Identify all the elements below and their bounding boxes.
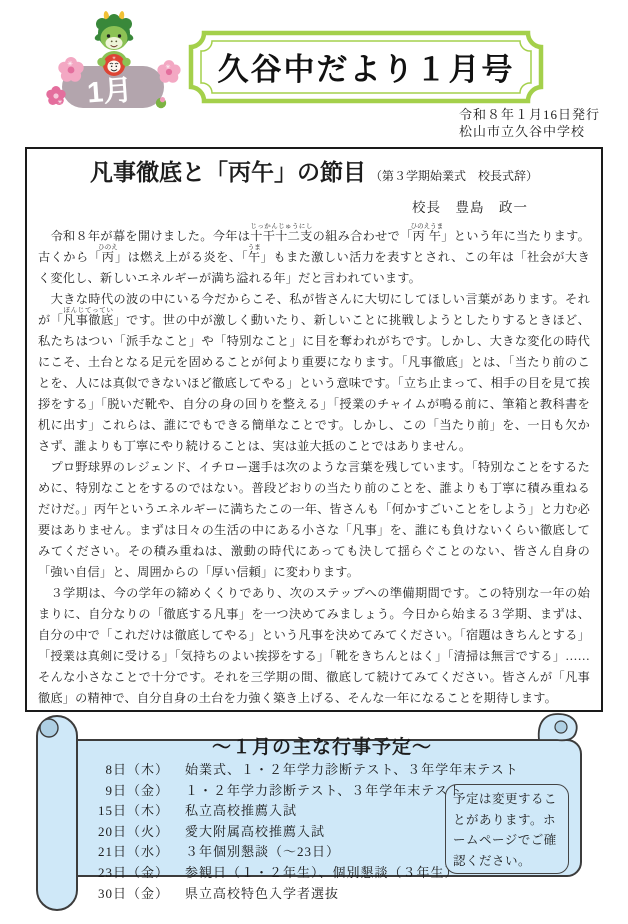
schedule-title: ～１月の主な行事予定～: [211, 737, 432, 758]
schedule-date: 8日（木）: [105, 762, 169, 777]
schedule-row: [97, 760, 577, 781]
article-heading: [38, 158, 590, 190]
article-paragraph: 令和８年が幕を開けました。今年は十干十二支じっかんじゅうにしの組み合わせで「丙午ひのえうま」という年に当たります。古くから「丙ひのえ」は燃え上がる炎を、「午うま」もまた激しい活力を表すとされ、この年は「社会が大きく変化し、新しいエネルギーが満ち溢れる年」だと言われています。: [38, 223, 590, 285]
schedule-date: 20日（火）: [97, 823, 169, 839]
article-author: 校長 豊島 政一: [412, 200, 528, 215]
article-title: 凡事徹底と「丙午」の節目: [89, 159, 366, 185]
schedule-content: 参観日（１・２年生）、個別懇談（３年生）: [185, 864, 459, 880]
newsletter-title-plaque: [186, 28, 546, 106]
schedule-date: 30日（金）: [97, 885, 169, 901]
svg-text:✳: ✳: [57, 100, 63, 106]
svg-text:✳: ✳: [165, 64, 171, 71]
issue-date: 令和８年１月16日発行: [458, 107, 600, 122]
schedule-content: 県立高校特色入学者選抜: [185, 885, 340, 901]
mascot-month-label: 1月: [86, 74, 134, 110]
schedule-date: 21日（水）: [97, 844, 169, 860]
article-paragraph: ３学期は、今の学年の締めくくりであり、次のステップへの準備期間です。この特別な一年の始まりに、自分なりの「徹底する凡事」を一つ決めてみましょう。今日から始まる３学期、まずは、自分の中で「これだけは徹底してやる」という凡事を決めてみてください。「宿題はきちんとする」「授業は真剣に受ける」「気持ちのよい挨拶をする」「靴をきちんとはく」「清掃は無言でする」……そんな小さなことで十分です。それを三学期の間、徹底して続けてみてください。皆さんが「凡事徹底」の精神で、自分自身の土台を力強く築き上げる、そんな一年になることを期待します。: [38, 586, 590, 705]
article-paragraph: 大きな時代の波の中にいる今だからこそ、私が皆さんに大切にしてほしい言葉があります。それが「凡事徹底ぼんじてってい」です。世の中が激しく動いたり、新しいことに挑戦しようとしたりするときほど、私たちはつい「派手なこと」や「特別なこと」に目を奪われがちです。しかし、大きな変化の時代にこそ、土台となる足元を固めることが何より重要になります。「凡事徹底」とは、「当たり前のことを、人には真似できないほど徹底してやる」という意味です。「立ち止まって、相手の目を見て挨拶をする」「脱いだ靴や、自分の身の回りを整える」「授業のチャイムが鳴る前に、筆箱と教科書を机に出す」これらは、誰にでもできる簡単なことです。しかし、この「当たり前」を、一日も欠かさず、誰よりも丁寧にやり続けることは、実は並大抵のことではありません。: [38, 292, 591, 453]
daruma-icon: [103, 54, 125, 76]
article-body: [38, 223, 590, 709]
schedule-content: １・２年学力診断テスト、３年学年末テスト: [185, 782, 463, 798]
schedule-row: [97, 884, 577, 905]
schedule-change-note: 予定は変更することがあります。ホームページでご確認ください。: [445, 784, 569, 874]
monthly-schedule-scroll: [33, 710, 589, 918]
article-subtitle: （第３学期始業式 校長式辞）: [369, 169, 538, 183]
svg-text:✳: ✳: [67, 60, 73, 68]
schedule-content: ３年個別懇談（～23日）: [185, 844, 341, 860]
schedule-content: 始業式、１・２年学力診断テスト、３年学年末テスト: [185, 762, 519, 777]
publication-info: [459, 106, 600, 140]
schedule-date: 9日（金）: [105, 782, 169, 798]
schedule-date: 15日（木）: [97, 803, 169, 819]
dragon-daruma-icon: [42, 10, 190, 118]
newsletter-title: 久谷中だより１月号: [217, 51, 515, 87]
principal-address-article: [25, 147, 603, 712]
article-paragraph: プロ野球界のレジェンド、イチロー選手は次のような言葉を残しています。「特別なことをするために、特別なことをするのではない。普段どおりの当たり前のことを、誰よりも丁寧に積み重ねるだけだ。」丙午というエネルギーに満ちたこの一年、皆さんも「何かすごいことをしよう」と力む必要はありません。まずは日々の生活の中にある小さな「凡事」を、誰にも負けないくらい徹底してみてください。その積み重ねは、激動の時代にあっても決して揺らぐことのない、皆さん自身の「強い自信」と、周囲からの「厚い信頼」に変わります。: [38, 460, 590, 579]
schedule-content: 愛大附属高校推薦入試: [185, 823, 326, 839]
january-dragon-mascot-illustration: [42, 10, 190, 118]
svg-text:✳: ✳: [112, 55, 116, 61]
school-name: 松山市立久谷中学校: [458, 124, 585, 139]
schedule-content: 私立高校推薦入試: [185, 803, 298, 819]
schedule-date: 23日（金）: [97, 864, 169, 880]
